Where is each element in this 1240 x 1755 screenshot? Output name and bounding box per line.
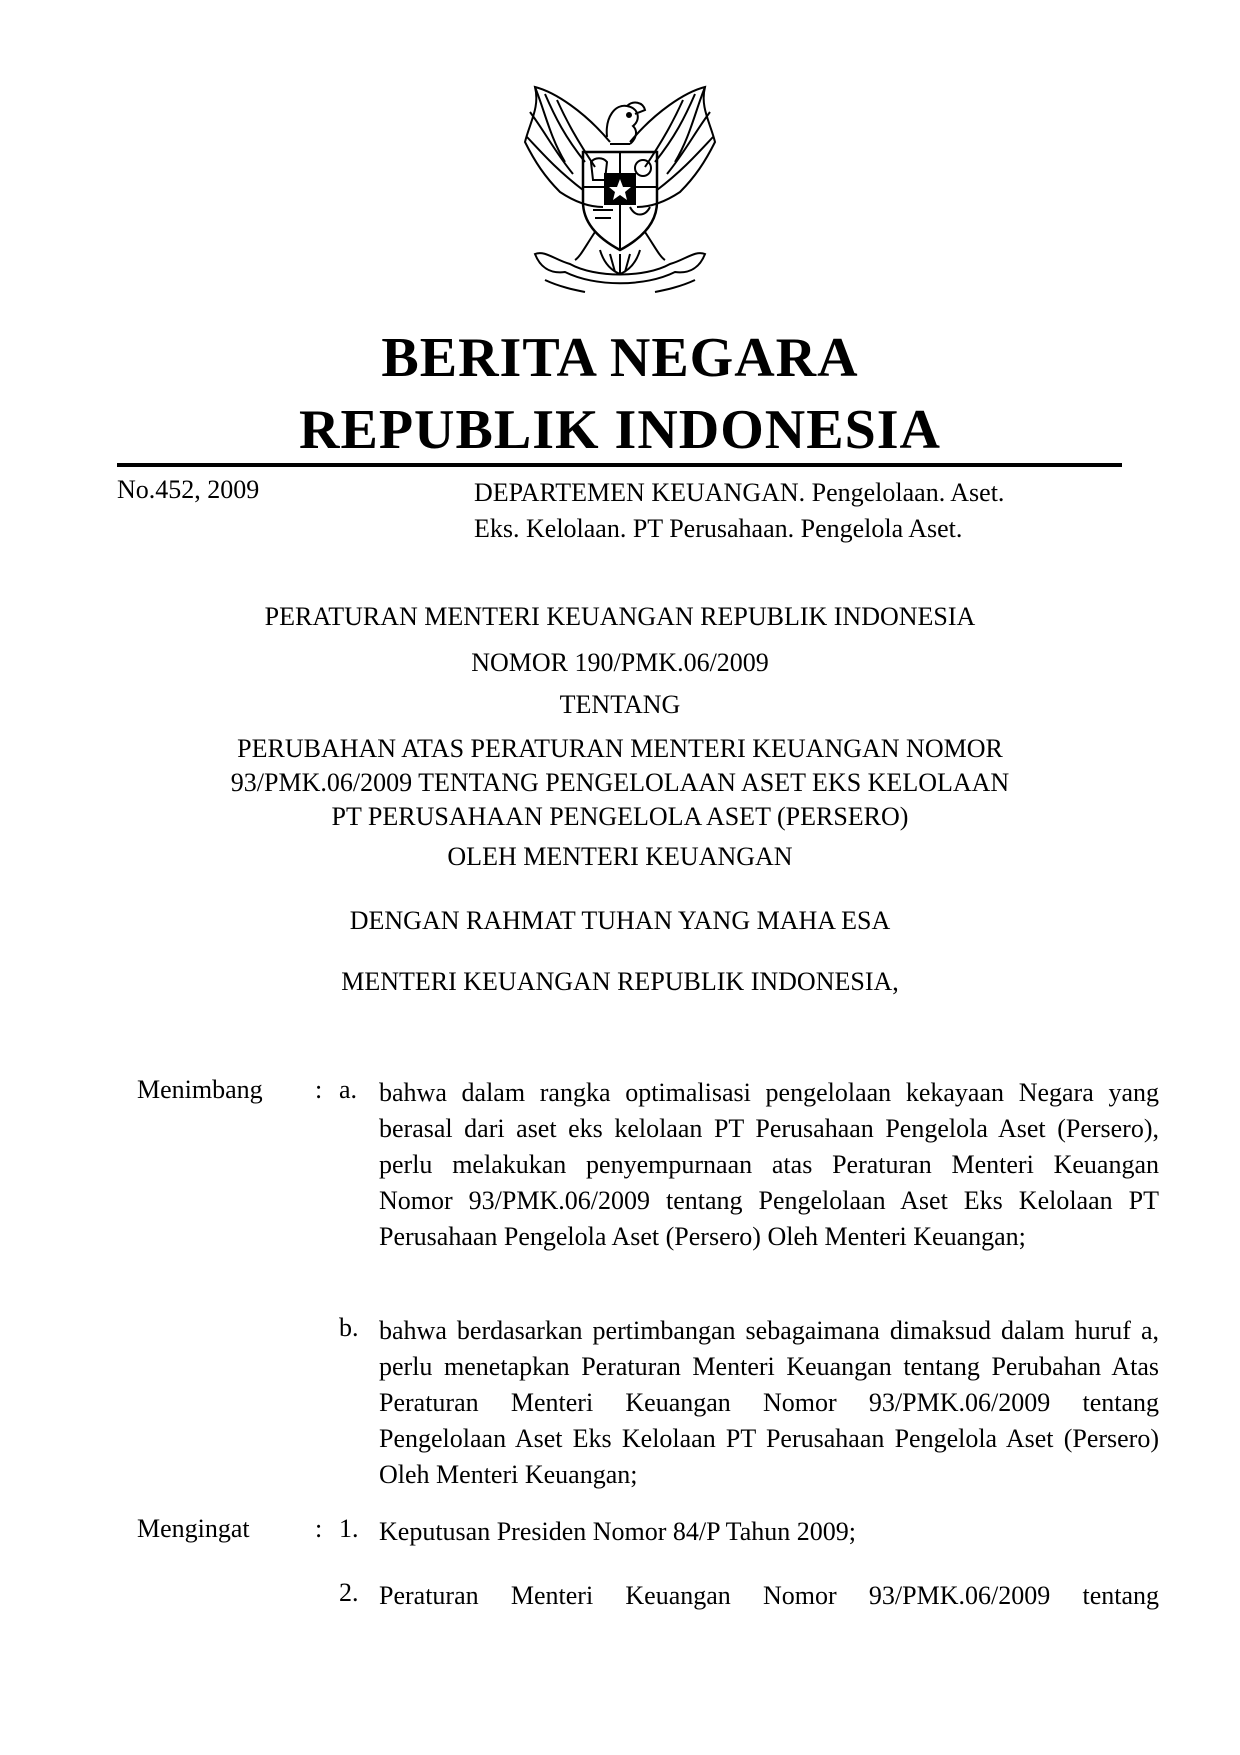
regulation-by: OLEH MENTERI KEUANGAN (447, 842, 793, 871)
garuda-pancasila-emblem-icon (515, 82, 725, 302)
gazette-subject-line: Eks. Kelolaan. PT Perusahaan. Pengelola Aset. (474, 514, 963, 543)
gazette-number: No.452, 2009 (117, 475, 260, 504)
menimbang-item-b: bahwa berdasarkan pertimbangan sebagaimana dimaksud dalam huruf a, perlu menetapkan Peraturan Menteri Keuangan tentang Perubahan Atas Peraturan Menteri Keuangan Nomor 93/PMK.06/2009 tentang Pengelolaan Aset Eks Kelolaan PT Perusahaan Pengelola Aset (Persero) Oleh Menteri Keuangan; (379, 1316, 1159, 1489)
masthead-title: BERITA NEGARA (381, 327, 859, 389)
menimbang-item-a: bahwa dalam rangka optimalisasi pengelolaan kekayaan Negara yang berasal dari aset eks kelolaan PT Perusahaan Pengelola Aset (Persero), perlu melakukan penyempurnaan atas Peraturan Menteri Keuangan Nomor 93/PMK.06/2009 tentang Pengelolaan Aset Eks Kelolaan PT Perusahaan Pengelola Aset (Persero) Oleh Menteri Keuangan; (379, 1078, 1159, 1251)
gazette-subject (474, 475, 1004, 547)
regulation-subject-line: PT PERUSAHAAN PENGELOLA ASET (PERSERO) (331, 802, 909, 831)
masthead-subtitle: REPUBLIK INDONESIA (299, 399, 941, 461)
regulation-number: NOMOR 190/PMK.06/2009 (471, 648, 769, 677)
invocation: DENGAN RAHMAT TUHAN YANG MAHA ESA (349, 906, 891, 935)
mengingat-label: Mengingat (137, 1514, 250, 1543)
list-marker: 2. (339, 1578, 359, 1607)
regulation-title: PERATURAN MENTERI KEUANGAN REPUBLIK INDONESIA (264, 602, 976, 631)
mengingat-item-2: Peraturan Menteri Keuangan Nomor 93/PMK.06/2009 tentang (379, 1581, 1159, 1610)
menimbang-colon: : (315, 1075, 323, 1104)
mengingat-colon: : (315, 1514, 323, 1543)
regulation-tentang: TENTANG (559, 690, 681, 719)
regulation-subject-line: 93/PMK.06/2009 TENTANG PENGELOLAAN ASET EKS KELOLAAN (230, 768, 1010, 797)
list-marker: b. (339, 1313, 359, 1342)
gazette-subject-line: DEPARTEMEN KEUANGAN. Pengelolaan. Aset. (474, 478, 1005, 507)
list-marker: a. (339, 1075, 358, 1104)
mengingat-item-1: Keputusan Presiden Nomor 84/P Tahun 2009; (379, 1517, 856, 1546)
list-marker: 1. (339, 1514, 359, 1543)
regulation-subject (0, 732, 1240, 834)
regulation-subject-line: PERUBAHAN ATAS PERATURAN MENTERI KEUANGAN NOMOR (237, 734, 1003, 763)
menimbang-label: Menimbang (137, 1075, 263, 1104)
minister-heading: MENTERI KEUANGAN REPUBLIK INDONESIA, (341, 967, 899, 996)
masthead-rule (117, 463, 1122, 467)
